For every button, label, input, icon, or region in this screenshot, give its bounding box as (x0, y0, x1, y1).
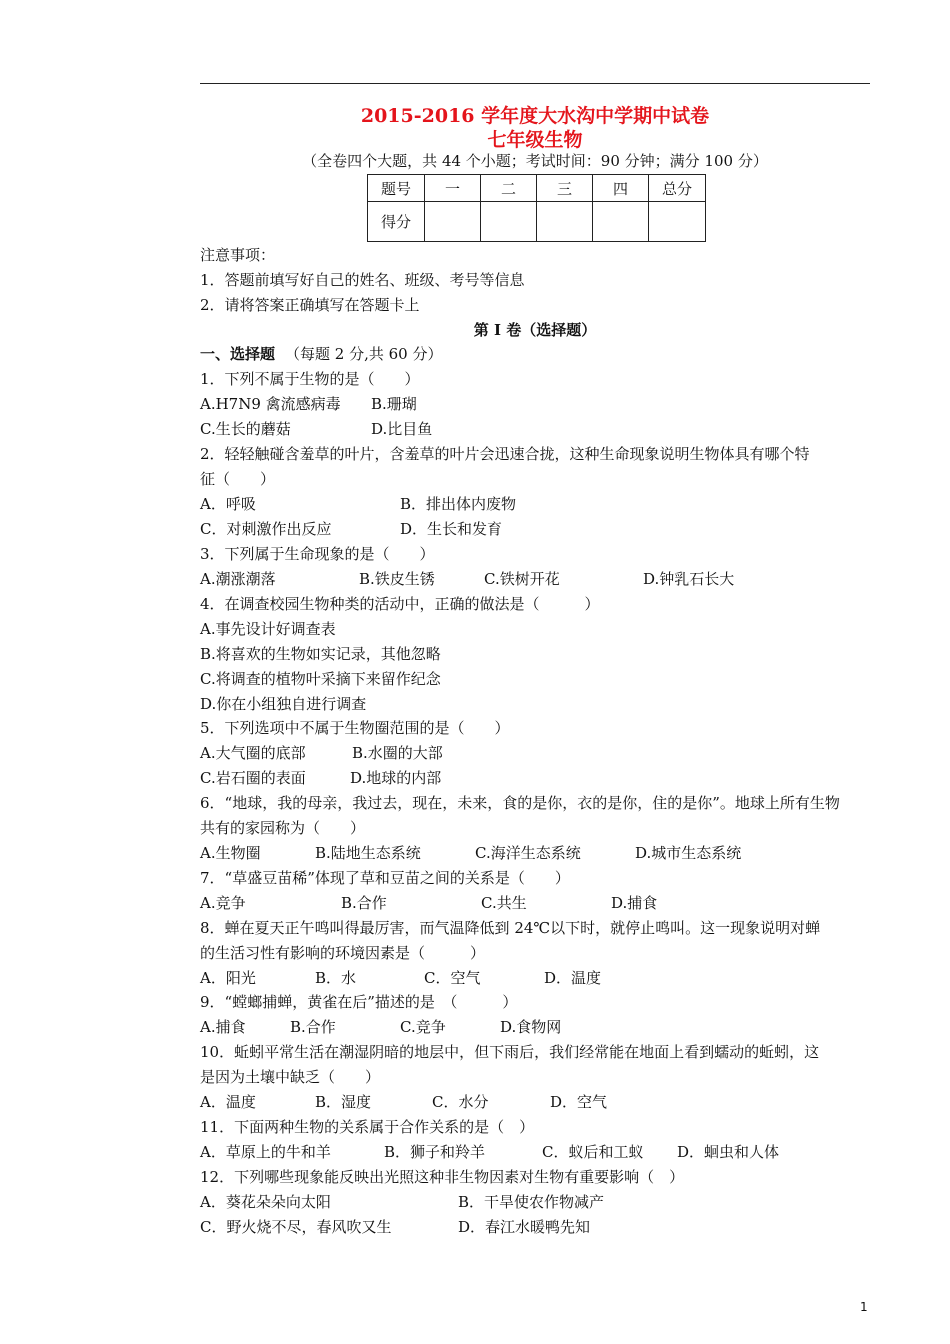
option: D．空气 (550, 1093, 608, 1111)
score-table-score-row (368, 202, 706, 242)
option: C．野火烧不尽，春风吹又生 (200, 1218, 392, 1236)
question-stem: 8．蝉在夏天正午鸣叫得最厉害，而气温降低到 24℃以下时，就停止鸣叫。这一现象说明对蝉 (200, 919, 821, 937)
option: B.将喜欢的生物如实记录，其他忽略 (200, 645, 441, 663)
option: B．排出体内废物 (400, 495, 517, 513)
option-row (200, 1192, 604, 1212)
option-row (200, 1217, 590, 1237)
question-stem: 的生活习性有影响的环境因素是（ ） (200, 944, 486, 962)
option-row (200, 968, 601, 988)
option: D．生长和发育 (400, 520, 503, 538)
option-row (200, 768, 441, 788)
question-stem: 6．“地球，我的母亲，我过去，现在，未来，食的是你，衣的是你，住的是你”。地球上所有生物 (200, 794, 840, 812)
question-stem: 7．“草盛豆苗稀”体现了草和豆苗之间的关系是（ ） (200, 869, 570, 887)
option: C．水分 (432, 1093, 489, 1111)
question-stem: 是因为土壤中缺乏（ ） (200, 1068, 381, 1086)
score-header-cell: 题号 (368, 175, 425, 202)
header-rule (200, 83, 870, 84)
option: B．湿度 (315, 1093, 372, 1111)
exam-title: 2015-2016 学年度大水沟中学期中试卷 (360, 105, 710, 127)
option-row (200, 1017, 561, 1037)
option: B.珊瑚 (371, 395, 417, 413)
question-stem: 3．下列属于生命现象的是（ ） (200, 545, 435, 563)
question-stem: 4．在调查校园生物种类的活动中，正确的做法是（ ） (200, 595, 600, 613)
option-row (200, 893, 657, 913)
part-title: 第 I 卷（选择题） (473, 321, 597, 339)
exam-info: （全卷四个大题，共 44 个小题；考试时间：90 分钟；满分 100 分） (302, 152, 768, 170)
option-row (200, 419, 432, 439)
question-stem: 5．下列选项中不属于生物圈范围的是（ ） (200, 719, 510, 737)
option: C.生长的蘑菇 (200, 420, 291, 438)
score-header-cell: 四 (593, 175, 649, 202)
section-note: （每题 2 分,共 60 分） (285, 345, 443, 363)
score-table (367, 174, 706, 242)
option: B．狮子和羚羊 (384, 1143, 486, 1161)
option: C.将调查的植物叶采摘下来留作纪念 (200, 670, 441, 688)
score-label-cell: 得分 (368, 202, 425, 242)
note-item: 2．请将答案正确填写在答题卡上 (200, 296, 420, 314)
option: C.岩石圈的表面 (200, 769, 306, 787)
option: D.地球的内部 (350, 769, 442, 787)
question-stem: 11．下面两种生物的关系属于合作关系的是（ ） (200, 1118, 535, 1136)
option: D.你在小组独自进行调查 (200, 695, 367, 713)
score-cell (425, 202, 481, 242)
option-row (200, 1092, 607, 1112)
score-header-cell: 总分 (649, 175, 706, 202)
option: C．对刺激作出反应 (200, 520, 332, 538)
option: B.水圈的大部 (352, 744, 443, 762)
option: B.陆地生态系统 (315, 844, 421, 862)
option: D．温度 (544, 969, 602, 987)
question-stem: 1．下列不属于生物的是（ ） (200, 370, 420, 388)
section-title: 一、选择题 (200, 345, 276, 363)
option: C．蚁后和工蚁 (542, 1143, 644, 1161)
option: D.城市生态系统 (635, 844, 742, 862)
score-header-cell: 二 (481, 175, 537, 202)
option: D.比目鱼 (371, 420, 433, 438)
score-cell (593, 202, 649, 242)
option-row (200, 843, 741, 863)
option: D.钟乳石长大 (643, 570, 735, 588)
option: A．阳光 (200, 969, 256, 987)
score-table-header-row (368, 175, 706, 202)
notes-heading: 注意事项： (200, 246, 276, 264)
option: A．草原上的牛和羊 (200, 1143, 331, 1161)
option: B．干旱使农作物减产 (458, 1193, 605, 1211)
option: A.捕食 (200, 1018, 246, 1036)
option-row (200, 394, 417, 414)
score-cell (537, 202, 593, 242)
option: A.竞争 (200, 894, 246, 912)
option: A.事先设计好调查表 (200, 620, 336, 638)
option: C.竞争 (400, 1018, 446, 1036)
option: B.合作 (290, 1018, 336, 1036)
question-stem: 9．“螳螂捕蝉，黄雀在后”描述的是 （ ） (200, 993, 518, 1011)
option: D.食物网 (500, 1018, 562, 1036)
option: A.生物圈 (200, 844, 261, 862)
option: C.铁树开花 (484, 570, 560, 588)
question-stem: 2．轻轻触碰含羞草的叶片，含羞草的叶片会迅速合拢，这种生命现象说明生物体具有哪个特 (200, 445, 810, 463)
page-number: 1 (860, 1300, 868, 1314)
option: B.铁皮生锈 (359, 570, 435, 588)
section-heading (200, 344, 443, 364)
option-row (200, 569, 734, 589)
option: A.大气圈的底部 (200, 744, 306, 762)
option: A．温度 (200, 1093, 256, 1111)
option: D.捕食 (611, 894, 658, 912)
option: B．水 (315, 969, 357, 987)
question-stem: 共有的家园称为（ ） (200, 819, 366, 837)
option: C.共生 (481, 894, 527, 912)
option: A.H7N9 禽流感病毒 (200, 395, 341, 413)
option: D．春江水暖鸭先知 (458, 1218, 591, 1236)
option: C．空气 (424, 969, 481, 987)
score-cell (649, 202, 706, 242)
note-item: 1．答题前填写好自己的姓名、班级、考号等信息 (200, 271, 525, 289)
score-cell (481, 202, 537, 242)
question-stem: 征（ ） (200, 470, 276, 488)
option: A．呼吸 (200, 495, 256, 513)
question-stem: 12．下列哪些现象能反映出光照这种非生物因素对生物有重要影响（ ） (200, 1168, 685, 1186)
option: A．葵花朵朵向太阳 (200, 1193, 331, 1211)
option: A.潮涨潮落 (200, 570, 276, 588)
option: D．蛔虫和人体 (677, 1143, 780, 1161)
question-stem: 10．蚯蚓平常生活在潮湿阴暗的地层中，但下雨后，我们经常能在地面上看到蠕动的蚯蚓，这 (200, 1043, 820, 1061)
option-row (200, 494, 516, 514)
exam-subject: 七年级生物 (487, 129, 583, 151)
score-header-cell: 一 (425, 175, 481, 202)
option-row (200, 1142, 779, 1162)
option: C.海洋生态系统 (475, 844, 581, 862)
option-row (200, 743, 443, 763)
score-header-cell: 三 (537, 175, 593, 202)
option-row (200, 519, 502, 539)
option: B.合作 (341, 894, 387, 912)
